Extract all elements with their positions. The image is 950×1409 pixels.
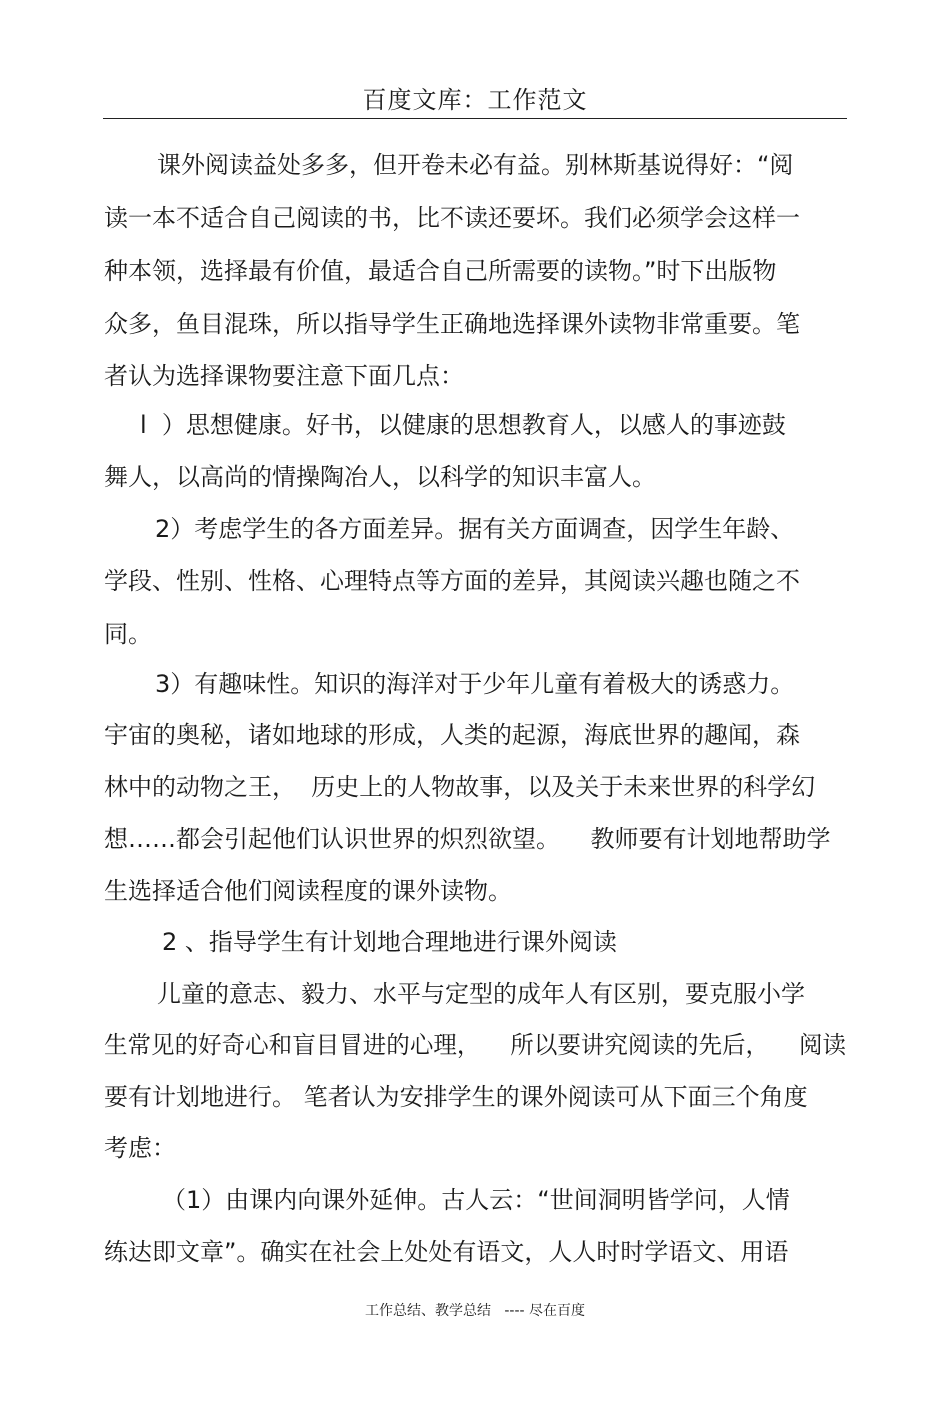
body-line: 儿童的意志、毅力、水平与定型的成年人有区别，要克服小学 <box>157 980 805 1008</box>
page-header-title: 百度文库：工作范文 <box>362 86 588 114</box>
body-line: l ）思想健康。好书，以健康的思想教育人，以感人的事迹鼓 <box>140 411 786 439</box>
section-heading: 2 、指导学生有计划地合理地进行课外阅读 <box>162 928 617 956</box>
body-line: 者认为选择课物要注意下面几点： <box>104 362 464 390</box>
body-line: 练达即文章”。确实在社会上处处有语文，人人时时学语文、用语 <box>104 1238 789 1266</box>
body-line: 林中的动物之王， 历史上的人物故事，以及关于未来世界的科学幻 <box>104 773 816 801</box>
body-line: 宇宙的奥秘，诸如地球的形成，人类的起源，海底世界的趣闻，森 <box>104 721 800 749</box>
body-line: 生选择适合他们阅读程度的课外读物。 <box>104 877 512 905</box>
body-line: 读一本不适合自己阅读的书，比不读还要坏。我们必须学会这样一 <box>104 204 800 232</box>
page-footer: 工作总结、教学总结 ---- 尽在百度 <box>364 1303 585 1319</box>
body-line: 生常见的好奇心和盲目冒进的心理， 所以要讲究阅读的先后， 阅读 <box>104 1031 847 1059</box>
header-divider <box>103 118 847 119</box>
body-line: 要有计划地进行。 笔者认为安排学生的课外阅读可从下面三个角度 <box>104 1083 808 1111</box>
body-line: 想……都会引起他们认识世界的炽烈欲望。 教师要有计划地帮助学 <box>104 825 831 853</box>
body-line: 3）有趣味性。知识的海洋对于少年儿童有着极大的诱惑力。 <box>155 670 795 698</box>
body-line: 种本领，选择最有价值，最适合自己所需要的读物。”时下出版物 <box>104 257 777 285</box>
body-line: 众多，鱼目混珠，所以指导学生正确地选择课外读物非常重要。笔 <box>104 310 800 338</box>
body-line: 2）考虑学生的各方面差异。据有关方面调查，因学生年龄、 <box>155 515 795 543</box>
body-line: 课外阅读益处多多，但开卷未必有益。别林斯基说得好：“阅 <box>157 151 794 179</box>
body-line: 考虑： <box>104 1134 176 1162</box>
body-line: 同。 <box>104 620 152 648</box>
body-line: 学段、性别、性格、心理特点等方面的差异，其阅读兴趣也随之不 <box>104 567 800 595</box>
body-line: （1）由课内向课外延伸。古人云：“世间洞明皆学问，人情 <box>162 1186 790 1214</box>
body-line: 舞人，以高尚的情操陶冶人，以科学的知识丰富人。 <box>104 463 656 491</box>
